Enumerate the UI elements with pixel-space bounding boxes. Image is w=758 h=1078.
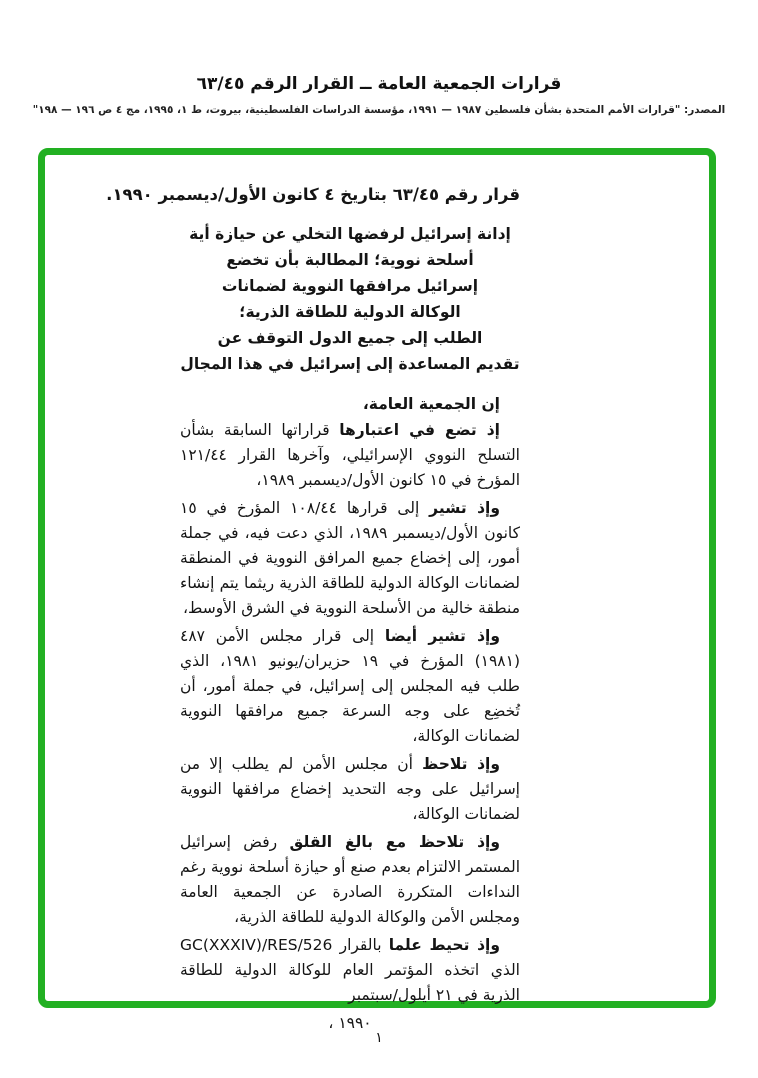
preamble-paragraph [180,752,520,827]
paragraph-lead-phrase: وإذ تحيط علما [388,936,500,954]
document-source-line: المصدر: "قرارات الأمم المتحدة بشأن فلسطين ١٩٨٧ — ١٩٩١، مؤسسة الدراسات الفلسطينية، بيروت، ط ١، ١٩٩٥، مج ٤ ص ١٩٦ — ١٩٨" [32,104,726,116]
resolution-title-block [180,221,520,377]
paragraph-text: قراراتها السابقة بشأن التسلح النووي الإسرائيلي، وآخرها القرار ١٢١/٤٤ المؤرخ في ١٥ كانون الأول/ديسمبر ١٩٨٩، [180,421,520,489]
paragraph-lead-phrase: وإذ تلاحظ [422,755,501,773]
paragraph-lead-phrase: وإذ تشير [429,499,500,517]
resolution-title-line: أسلحة نووية؛ المطالبة بأن تخضع [226,251,474,269]
resolution-title-line: الطلب إلى جميع الدول التوقف عن [217,329,483,347]
resolution-title-line: إسرائيل مرافقها النووية لضمانات [221,277,479,295]
paragraph-text: إلى قرارها ١٠٨/٤٤ المؤرخ في ١٥ كانون الأول/ديسمبر ١٩٨٩، الذي دعت فيه، في جملة أمور، إلى إخضاع جميع المرافق النووية في المنطقة لضمانات الوكالة الدولية للطاقة الذرية ريثما يتم إنشاء منطقة خالية من الأسلحة النووية في الشرق الأوسط، [180,499,520,617]
page-number: ١ [375,1030,383,1046]
paragraph-lead-phrase: وإذ تلاحظ مع بالغ القلق [289,833,500,851]
resolution-opening-line: إن الجمعية العامة، [362,395,500,413]
paragraph-text: بالقرار GC(XXXIV)/RES/526 الذي اتخذه المؤتمر العام للوكالة الدولية للطاقة الذرية في ٢١ أيلول/سبتمبر [180,936,520,1004]
preamble-paragraph [180,933,520,1008]
paragraph-lead-phrase: إذ تضع في اعتبارها [339,421,500,439]
document-header-title: قرارات الجمعية العامة ــ القرار الرقم ٦٣/٤٥ [196,74,562,94]
paragraph-lead-phrase: وإذ تشير أيضا [384,627,500,645]
paragraph-text: رفض إسرائيل المستمر الالتزام بعدم صنع أو حيازة أسلحة نووية رغم النداءات المتكررة الصادرة عن الجمعية العامة ومجلس الأمن والوكالة الدولية للطاقة الذرية، [180,833,520,926]
resolution-heading: قرار رقم ٦٣/٤٥ بتاريخ ٤ كانون الأول/ديسمبر ١٩٩٠. [106,185,520,204]
resolution-title-line: الوكالة الدولية للطاقة الذرية؛ [239,303,461,321]
preamble-paragraph [180,830,520,930]
resolution-title-line: إدانة إسرائيل لرفضها التخلي عن حيازة أية [189,225,511,243]
preamble-paragraph [180,624,520,749]
closing-year-line: ١٩٩٠ ، [328,1014,372,1032]
paragraph-text: إلى قرار مجلس الأمن ٤٨٧ (١٩٨١) المؤرخ في ١٩ حزيران/يونيو ١٩٨١، الذي طلب فيه المجلس إلى إسرائيل، في جملة أمور، أن تُخضِع على وجه السرعة جميع مرافقها النووية لضمانات الوكالة، [180,627,520,745]
resolution-content [106,182,520,1036]
preamble-paragraph [180,496,520,621]
preamble-paragraph [180,418,520,493]
resolution-title-line: تقديم المساعدة إلى إسرائيل في هذا المجال [180,355,520,373]
paragraph-text: أن مجلس الأمن لم يطلب إلا من إسرائيل على وجه التحديد إخضاع مرافقها النووية لضمانات الوكالة، [180,755,520,823]
